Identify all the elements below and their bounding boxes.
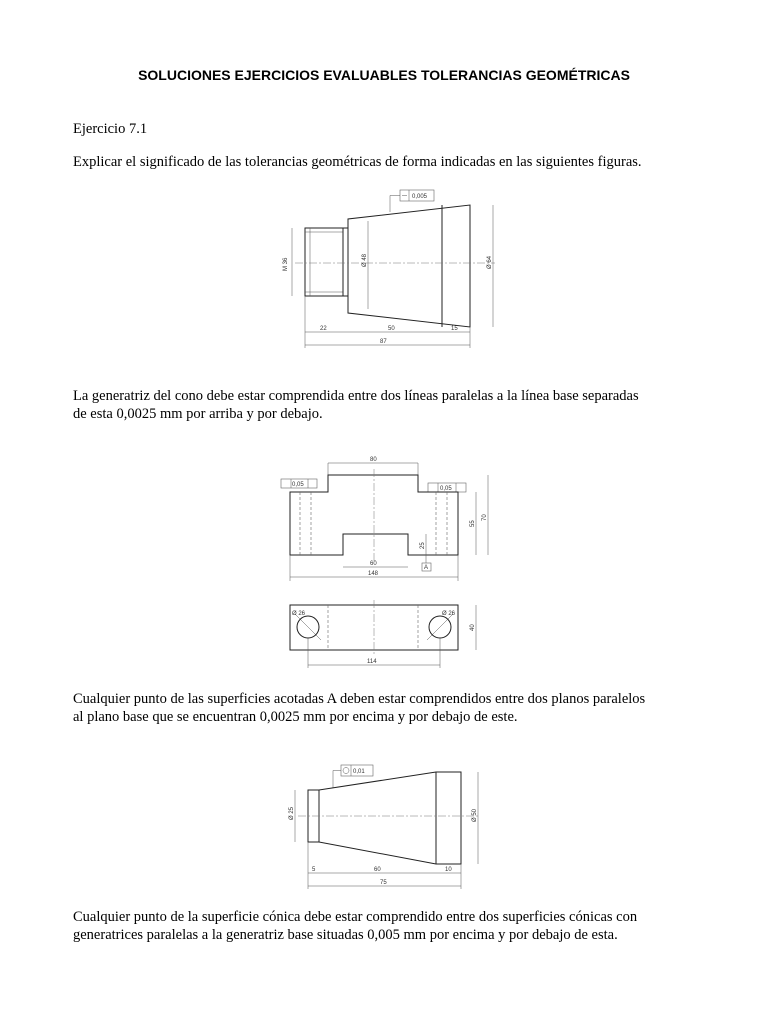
dim-25: 25 bbox=[420, 542, 426, 549]
figure-2-block bbox=[278, 455, 498, 670]
dia-big-label: Ø 50 bbox=[472, 808, 478, 822]
hole-spacing-dim: 114 bbox=[367, 659, 377, 665]
cone-outline bbox=[308, 772, 461, 864]
dim-a: 22 bbox=[320, 326, 327, 332]
tolerance-left-value: 0,05 bbox=[292, 482, 304, 488]
slot-width-dim: 60 bbox=[370, 561, 377, 567]
answer-3-line-2: generatrices paralelas a la generatriz base situadas 0,005 mm por encima y por debajo de esta. bbox=[73, 927, 618, 943]
thread-label: M 36 bbox=[283, 257, 289, 271]
tolerance-value: 0,005 bbox=[412, 194, 428, 200]
dim-c: 15 bbox=[451, 326, 458, 332]
answer-1-line-1: La generatriz del cono debe estar comprendida entre dos líneas paralelas a la línea base separadas bbox=[73, 388, 639, 404]
top-width-dim: 80 bbox=[370, 457, 377, 463]
answer-2-line-2: al plano base que se encuentran 0,0025 mm por encima y por debajo de este. bbox=[73, 709, 518, 725]
dim-a: 5 bbox=[312, 867, 316, 873]
datum-label: A bbox=[424, 565, 429, 571]
dim-b: 50 bbox=[388, 326, 395, 332]
answer-2-line-1: Cualquier punto de las superficies acotadas A deben estar comprendidos entre dos planos paralelos bbox=[73, 691, 646, 707]
answer-1-line-2: de esta 0,0025 mm por arriba y por debajo. bbox=[73, 406, 323, 422]
dia-mid-label: Ø 48 bbox=[362, 253, 368, 267]
figure-3-truncated-cone bbox=[283, 760, 498, 895]
page-title: SOLUCIONES EJERCICIOS EVALUABLES TOLERANCIAS GEOMÉTRICAS bbox=[138, 67, 630, 83]
hole-right-dim: Ø 26 bbox=[442, 611, 456, 617]
dim-b: 60 bbox=[374, 867, 381, 873]
dim-total: 75 bbox=[380, 880, 387, 886]
answer-3-line-1: Cualquier punto de la superficie cónica debe estar comprendido entre dos superficies cónicas con bbox=[73, 909, 638, 925]
dim-70: 70 bbox=[482, 514, 488, 521]
dim-total: 87 bbox=[380, 339, 387, 345]
depth-dim: 40 bbox=[470, 624, 476, 631]
dim-55: 55 bbox=[470, 520, 476, 527]
dia-small-label: Ø 25 bbox=[289, 806, 295, 820]
tolerance-right-value: 0,05 bbox=[440, 486, 452, 492]
dim-c: 10 bbox=[445, 867, 452, 873]
total-width-dim: 148 bbox=[368, 571, 379, 577]
hole-left-dim: Ø 26 bbox=[292, 611, 306, 617]
figure-1-cone-shaft bbox=[270, 185, 510, 355]
exercise-heading: Ejercicio 7.1 bbox=[73, 121, 148, 137]
intro-text: Explicar el significado de las tolerancias geométricas de forma indicadas en las siguientes figuras. bbox=[73, 154, 642, 170]
threaded-section bbox=[305, 228, 343, 296]
dia-big-label: Ø 64 bbox=[487, 255, 493, 269]
tolerance-value: 0,01 bbox=[353, 769, 365, 775]
